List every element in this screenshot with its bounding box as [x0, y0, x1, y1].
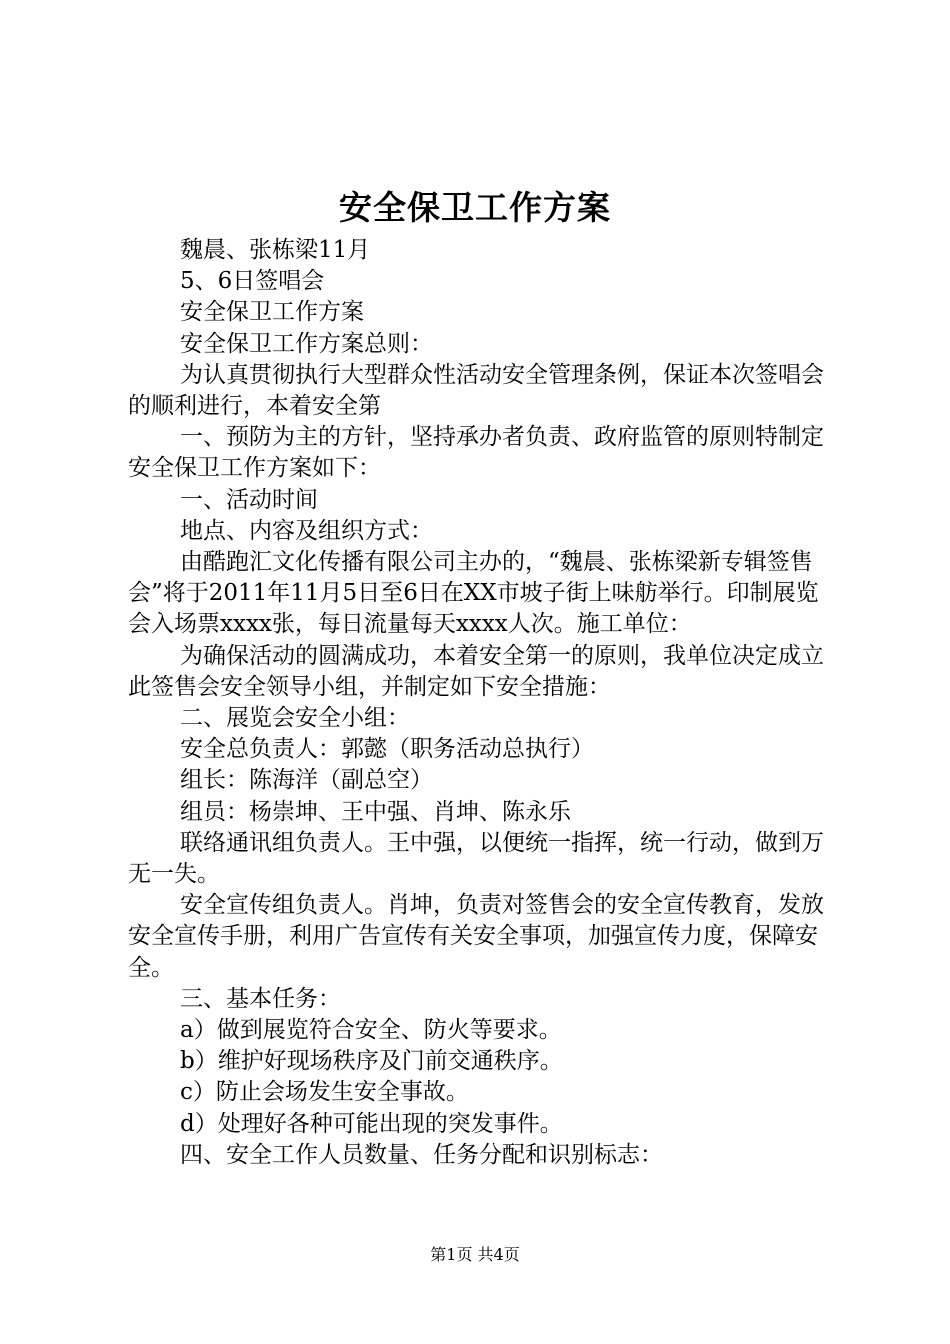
paragraph: 一、预防为主的方针，坚持承办者负责、政府监管的原则特制定安全保卫工作方案如下：: [128, 424, 824, 482]
paragraph: 联络通讯组负责人。王中强，以便统一指挥，统一行动，做到万无一失。: [128, 829, 824, 888]
paragraph: 安全保卫工作方案总则：: [180, 330, 433, 357]
paragraph: 组长：陈海洋（副总空）: [180, 767, 433, 794]
paragraph: 为认真贯彻执行大型群众性活动安全管理条例，保证本次签唱会的顺利进行，本着安全第: [128, 361, 824, 420]
document-title: 安全保卫工作方案: [339, 188, 611, 227]
paragraph: 安全总负责人：郭懿（职务活动总执行）: [180, 736, 594, 763]
paragraph: b）维护好现场秩序及门前交通秩序。: [180, 1048, 563, 1075]
paragraph: 5、6日签唱会: [180, 268, 325, 295]
page-footer: 第1页 共4页: [430, 1245, 520, 1264]
paragraph: 由酷跑汇文化传播有限公司主办的，“魏晨、张栋梁新专辑签售会”将于2011年11月5日至6日在XX市坡子街上味舫举行。印制展览会入场票xxxx张，每日流量每天xxxx人次。施工单位：: [128, 549, 819, 638]
document-body: [128, 235, 838, 1171]
paragraph: 组员：杨崇坤、王中强、肖坤、陈永乐: [180, 798, 571, 825]
paragraph: 安全宣传组负责人。肖坤，负责对签售会的安全宣传教育，发放安全宣传手册，利用广告宣传有关安全事项，加强宣传力度，保障安全。: [128, 892, 824, 981]
paragraph: 魏晨、张栋梁11月: [180, 237, 371, 263]
paragraph: 四、安全工作人员数量、任务分配和识别标志：: [180, 1141, 663, 1168]
paragraph: 地点、内容及组织方式：: [180, 517, 433, 544]
paragraph: c）防止会场发生安全事故。: [180, 1079, 469, 1106]
paragraph: d）处理好各种可能出现的突发事件。: [180, 1110, 563, 1137]
paragraph: 二、展览会安全小组：: [180, 705, 410, 732]
paragraph: 安全保卫工作方案: [180, 299, 364, 326]
paragraph: a）做到展览符合安全、防火等要求。: [180, 1017, 562, 1044]
paragraph: 一、活动时间: [180, 486, 318, 513]
paragraph: 三、基本任务：: [180, 985, 341, 1012]
paragraph: 为确保活动的圆满成功，本着安全第一的原则，我单位决定成立此签售会安全领导小组，并制定如下安全措施：: [128, 642, 824, 700]
